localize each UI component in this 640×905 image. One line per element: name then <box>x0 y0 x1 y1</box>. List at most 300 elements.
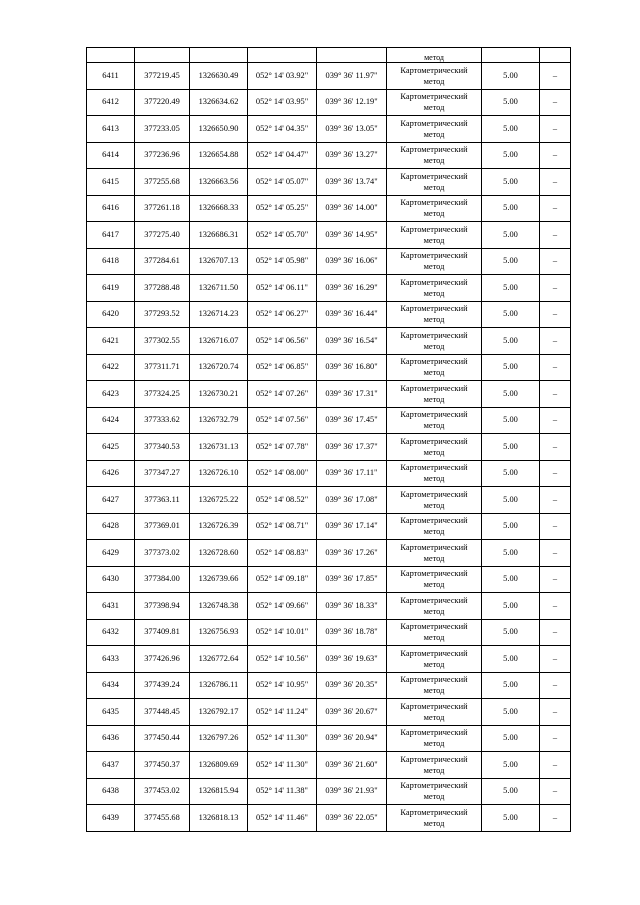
longitude-cell: 039° 36' 16.29" <box>317 275 387 302</box>
method-line-1: Картометрический <box>400 463 468 473</box>
method-cell <box>387 195 482 222</box>
note-cell: – <box>540 301 571 328</box>
y-coordinate-cell: 1326726.39 <box>190 513 248 540</box>
y-coordinate-cell: 1326818.13 <box>190 805 248 832</box>
method-line-2: метод <box>423 500 445 510</box>
method-line-1: Картометрический <box>400 675 468 685</box>
method-cell <box>387 646 482 673</box>
point-number-cell: 6431 <box>87 593 135 620</box>
y-coordinate-cell: 1326728.60 <box>190 540 248 567</box>
method-line-1: Картометрический <box>400 330 468 340</box>
table-row <box>87 778 571 805</box>
y-coordinate-cell: 1326748.38 <box>190 593 248 620</box>
method-cell <box>387 487 482 514</box>
method-cell <box>387 699 482 726</box>
method-cell <box>387 725 482 752</box>
method-line-1: Картометрический <box>400 277 468 287</box>
method-line-1: Картометрический <box>400 489 468 499</box>
point-number-cell: 6412 <box>87 89 135 116</box>
x-coordinate-cell: 377340.53 <box>135 434 190 461</box>
accuracy-cell: 5.00 <box>482 116 540 143</box>
y-coordinate-cell: 1326720.74 <box>190 354 248 381</box>
continuation-row <box>87 48 571 63</box>
point-number-cell: 6427 <box>87 487 135 514</box>
table-row <box>87 434 571 461</box>
x-coordinate-cell: 377261.18 <box>135 195 190 222</box>
accuracy-cell: 5.00 <box>482 725 540 752</box>
point-number-cell: 6420 <box>87 301 135 328</box>
x-coordinate-cell: 377398.94 <box>135 593 190 620</box>
accuracy-cell: 5.00 <box>482 619 540 646</box>
x-coordinate-cell: 377455.68 <box>135 805 190 832</box>
table-row <box>87 354 571 381</box>
method-line-2: метод <box>423 818 445 828</box>
point-number-cell: 6435 <box>87 699 135 726</box>
accuracy-cell: 5.00 <box>482 593 540 620</box>
method-cell <box>387 460 482 487</box>
note-cell: – <box>540 354 571 381</box>
point-number-cell: 6418 <box>87 248 135 275</box>
accuracy-cell: 5.00 <box>482 778 540 805</box>
method-line-2: метод <box>423 712 445 722</box>
method-cell <box>387 540 482 567</box>
latitude-cell: 052° 14' 09.66" <box>248 593 317 620</box>
note-cell: – <box>540 248 571 275</box>
point-number-cell: 6421 <box>87 328 135 355</box>
note-cell: – <box>540 513 571 540</box>
x-coordinate-cell: 377219.45 <box>135 63 190 90</box>
y-coordinate-cell: 1326726.10 <box>190 460 248 487</box>
y-coordinate-cell: 1326732.79 <box>190 407 248 434</box>
method-line-2: метод <box>423 262 445 272</box>
accuracy-cell: 5.00 <box>482 169 540 196</box>
accuracy-cell: 5.00 <box>482 63 540 90</box>
method-fragment: метод <box>424 53 444 62</box>
longitude-cell: 039° 36' 22.05" <box>317 805 387 832</box>
longitude-cell: 039° 36' 16.06" <box>317 248 387 275</box>
note-cell: – <box>540 646 571 673</box>
table-row <box>87 195 571 222</box>
x-coordinate-cell: 377439.24 <box>135 672 190 699</box>
method-line-2: метод <box>423 394 445 404</box>
method-cell <box>387 63 482 90</box>
accuracy-cell: 5.00 <box>482 540 540 567</box>
table-row <box>87 699 571 726</box>
y-coordinate-cell: 1326663.56 <box>190 169 248 196</box>
note-cell: – <box>540 142 571 169</box>
latitude-cell: 052° 14' 03.92" <box>248 63 317 90</box>
method-cell <box>387 275 482 302</box>
accuracy-cell: 5.00 <box>482 752 540 779</box>
x-coordinate-cell: 377409.81 <box>135 619 190 646</box>
table-row <box>87 566 571 593</box>
table-row <box>87 646 571 673</box>
note-cell: – <box>540 566 571 593</box>
point-number-cell: 6415 <box>87 169 135 196</box>
latitude-cell: 052° 14' 07.78" <box>248 434 317 461</box>
y-coordinate-cell: 1326634.62 <box>190 89 248 116</box>
latitude-cell: 052° 14' 09.18" <box>248 566 317 593</box>
accuracy-cell: 5.00 <box>482 328 540 355</box>
y-coordinate-cell: 1326809.69 <box>190 752 248 779</box>
method-line-2: метод <box>423 580 445 590</box>
note-cell: – <box>540 169 571 196</box>
point-number-cell: 6433 <box>87 646 135 673</box>
x-coordinate-cell: 377324.25 <box>135 381 190 408</box>
longitude-cell: 039° 36' 17.45" <box>317 407 387 434</box>
y-coordinate-cell: 1326786.11 <box>190 672 248 699</box>
x-coordinate-cell: 377284.61 <box>135 248 190 275</box>
accuracy-cell: 5.00 <box>482 805 540 832</box>
y-coordinate-cell: 1326630.49 <box>190 63 248 90</box>
point-number-cell: 6417 <box>87 222 135 249</box>
coordinates-table <box>86 47 571 832</box>
point-number-cell: 6439 <box>87 805 135 832</box>
method-line-1: Картометрический <box>400 754 468 764</box>
table-row <box>87 248 571 275</box>
method-line-2: метод <box>423 315 445 325</box>
point-number-cell: 6430 <box>87 566 135 593</box>
latitude-cell: 052° 14' 06.85" <box>248 354 317 381</box>
longitude-cell: 039° 36' 16.44" <box>317 301 387 328</box>
longitude-cell: 039° 36' 21.93" <box>317 778 387 805</box>
y-coordinate-cell: 1326711.50 <box>190 275 248 302</box>
point-number-cell: 6438 <box>87 778 135 805</box>
method-cell <box>387 619 482 646</box>
latitude-cell: 052° 14' 06.27" <box>248 301 317 328</box>
method-line-2: метод <box>423 129 445 139</box>
method-cell <box>387 89 482 116</box>
method-line-1: Картометрический <box>400 569 468 579</box>
table-row <box>87 725 571 752</box>
x-coordinate-cell: 377302.55 <box>135 328 190 355</box>
method-line-1: Картометрический <box>400 701 468 711</box>
point-number-cell: 6437 <box>87 752 135 779</box>
latitude-cell: 052° 14' 04.47" <box>248 142 317 169</box>
note-cell: – <box>540 381 571 408</box>
y-coordinate-cell: 1326815.94 <box>190 778 248 805</box>
method-line-1: Картометрический <box>400 807 468 817</box>
y-coordinate-cell: 1326716.07 <box>190 328 248 355</box>
latitude-cell: 052° 14' 05.98" <box>248 248 317 275</box>
latitude-cell: 052° 14' 07.26" <box>248 381 317 408</box>
method-line-2: метод <box>423 527 445 537</box>
method-line-1: Картометрический <box>400 198 468 208</box>
y-coordinate-cell: 1326654.88 <box>190 142 248 169</box>
latitude-cell: 052° 14' 11.30" <box>248 725 317 752</box>
method-cell <box>387 752 482 779</box>
table-row <box>87 513 571 540</box>
x-coordinate-cell: 377293.52 <box>135 301 190 328</box>
x-coordinate-cell: 377363.11 <box>135 487 190 514</box>
point-number-cell: 6411 <box>87 63 135 90</box>
latitude-cell: 052° 14' 11.30" <box>248 752 317 779</box>
longitude-cell: 039° 36' 19.63" <box>317 646 387 673</box>
note-cell: – <box>540 593 571 620</box>
method-cell <box>387 142 482 169</box>
method-cell <box>387 513 482 540</box>
method-line-2: метод <box>423 606 445 616</box>
method-line-2: метод <box>423 156 445 166</box>
longitude-cell: 039° 36' 14.95" <box>317 222 387 249</box>
latitude-cell: 052° 14' 10.01" <box>248 619 317 646</box>
point-number-cell: 6422 <box>87 354 135 381</box>
accuracy-cell: 5.00 <box>482 89 540 116</box>
longitude-cell: 039° 36' 17.11" <box>317 460 387 487</box>
longitude-cell: 039° 36' 21.60" <box>317 752 387 779</box>
method-line-1: Картометрический <box>400 542 468 552</box>
x-coordinate-cell: 377311.71 <box>135 354 190 381</box>
longitude-cell: 039° 36' 20.67" <box>317 699 387 726</box>
latitude-cell: 052° 14' 08.52" <box>248 487 317 514</box>
method-line-1: Картометрический <box>400 118 468 128</box>
method-cell <box>387 169 482 196</box>
y-coordinate-cell: 1326792.17 <box>190 699 248 726</box>
latitude-cell: 052° 14' 10.56" <box>248 646 317 673</box>
y-coordinate-cell: 1326650.90 <box>190 116 248 143</box>
method-line-2: метод <box>423 235 445 245</box>
x-coordinate-cell: 377233.05 <box>135 116 190 143</box>
table-row <box>87 460 571 487</box>
note-cell: – <box>540 434 571 461</box>
accuracy-cell: 5.00 <box>482 301 540 328</box>
point-number-cell: 6425 <box>87 434 135 461</box>
table-row <box>87 672 571 699</box>
x-coordinate-cell: 377448.45 <box>135 699 190 726</box>
method-line-2: метод <box>423 182 445 192</box>
longitude-cell: 039° 36' 16.80" <box>317 354 387 381</box>
method-cell <box>387 381 482 408</box>
accuracy-cell: 5.00 <box>482 513 540 540</box>
point-number-cell: 6434 <box>87 672 135 699</box>
accuracy-cell: 5.00 <box>482 381 540 408</box>
method-line-2: метод <box>423 341 445 351</box>
point-number-cell: 6414 <box>87 142 135 169</box>
method-line-1: Картометрический <box>400 171 468 181</box>
y-coordinate-cell: 1326725.22 <box>190 487 248 514</box>
point-number-cell: 6429 <box>87 540 135 567</box>
method-line-2: метод <box>423 739 445 749</box>
note-cell: – <box>540 116 571 143</box>
point-number-cell: 6416 <box>87 195 135 222</box>
method-line-2: метод <box>423 368 445 378</box>
latitude-cell: 052° 14' 06.56" <box>248 328 317 355</box>
x-coordinate-cell: 377373.02 <box>135 540 190 567</box>
method-line-1: Картометрический <box>400 436 468 446</box>
point-number-cell: 6426 <box>87 460 135 487</box>
y-coordinate-cell: 1326714.23 <box>190 301 248 328</box>
table-row <box>87 142 571 169</box>
method-cell <box>387 248 482 275</box>
accuracy-cell: 5.00 <box>482 434 540 461</box>
method-cell <box>387 778 482 805</box>
latitude-cell: 052° 14' 08.71" <box>248 513 317 540</box>
latitude-cell: 052° 14' 11.38" <box>248 778 317 805</box>
latitude-cell: 052° 14' 08.00" <box>248 460 317 487</box>
table-row <box>87 89 571 116</box>
note-cell: – <box>540 725 571 752</box>
accuracy-cell: 5.00 <box>482 275 540 302</box>
note-cell: – <box>540 275 571 302</box>
method-cell <box>387 354 482 381</box>
longitude-cell: 039° 36' 12.19" <box>317 89 387 116</box>
method-line-1: Картометрический <box>400 65 468 75</box>
method-line-2: метод <box>423 659 445 669</box>
accuracy-cell: 5.00 <box>482 195 540 222</box>
method-cell <box>387 593 482 620</box>
latitude-cell: 052° 14' 07.56" <box>248 407 317 434</box>
y-coordinate-cell: 1326731.13 <box>190 434 248 461</box>
table-row <box>87 593 571 620</box>
table-row <box>87 381 571 408</box>
table-row <box>87 752 571 779</box>
x-coordinate-cell: 377384.00 <box>135 566 190 593</box>
x-coordinate-cell: 377288.48 <box>135 275 190 302</box>
longitude-cell: 039° 36' 18.33" <box>317 593 387 620</box>
x-coordinate-cell: 377220.49 <box>135 89 190 116</box>
longitude-cell: 039° 36' 20.94" <box>317 725 387 752</box>
table-row <box>87 275 571 302</box>
method-cell <box>387 116 482 143</box>
method-line-1: Картометрический <box>400 92 468 102</box>
latitude-cell: 052° 14' 05.70" <box>248 222 317 249</box>
longitude-cell: 039° 36' 11.97" <box>317 63 387 90</box>
latitude-cell: 052° 14' 05.07" <box>248 169 317 196</box>
point-number-cell: 6423 <box>87 381 135 408</box>
method-cell <box>387 407 482 434</box>
note-cell: – <box>540 619 571 646</box>
table-row <box>87 301 571 328</box>
latitude-cell: 052° 14' 06.11" <box>248 275 317 302</box>
longitude-cell: 039° 36' 17.37" <box>317 434 387 461</box>
x-coordinate-cell: 377450.37 <box>135 752 190 779</box>
longitude-cell: 039° 36' 16.54" <box>317 328 387 355</box>
longitude-cell: 039° 36' 20.35" <box>317 672 387 699</box>
note-cell: – <box>540 63 571 90</box>
point-number-cell: 6428 <box>87 513 135 540</box>
note-cell: – <box>540 540 571 567</box>
note-cell: – <box>540 222 571 249</box>
x-coordinate-cell: 377333.62 <box>135 407 190 434</box>
latitude-cell: 052° 14' 11.24" <box>248 699 317 726</box>
x-coordinate-cell: 377275.40 <box>135 222 190 249</box>
longitude-cell: 039° 36' 17.31" <box>317 381 387 408</box>
method-line-2: метод <box>423 421 445 431</box>
accuracy-cell: 5.00 <box>482 460 540 487</box>
latitude-cell: 052° 14' 08.83" <box>248 540 317 567</box>
note-cell: – <box>540 672 571 699</box>
method-line-2: метод <box>423 553 445 563</box>
longitude-cell: 039° 36' 13.27" <box>317 142 387 169</box>
x-coordinate-cell: 377450.44 <box>135 725 190 752</box>
method-line-1: Картометрический <box>400 781 468 791</box>
method-line-1: Картометрический <box>400 251 468 261</box>
y-coordinate-cell: 1326686.31 <box>190 222 248 249</box>
method-cell <box>387 222 482 249</box>
method-cell <box>387 301 482 328</box>
method-line-2: метод <box>423 209 445 219</box>
method-line-1: Картометрический <box>400 357 468 367</box>
method-line-1: Картометрический <box>400 410 468 420</box>
accuracy-cell: 5.00 <box>482 699 540 726</box>
note-cell: – <box>540 699 571 726</box>
longitude-cell: 039° 36' 17.08" <box>317 487 387 514</box>
method-line-2: метод <box>423 792 445 802</box>
note-cell: – <box>540 460 571 487</box>
y-coordinate-cell: 1326707.13 <box>190 248 248 275</box>
note-cell: – <box>540 778 571 805</box>
table-row <box>87 805 571 832</box>
table-row <box>87 619 571 646</box>
accuracy-cell: 5.00 <box>482 566 540 593</box>
y-coordinate-cell: 1326756.93 <box>190 619 248 646</box>
longitude-cell: 039° 36' 13.74" <box>317 169 387 196</box>
accuracy-cell: 5.00 <box>482 222 540 249</box>
method-line-2: метод <box>423 633 445 643</box>
point-number-cell: 6413 <box>87 116 135 143</box>
method-line-2: метод <box>423 288 445 298</box>
table-row <box>87 487 571 514</box>
method-line-1: Картометрический <box>400 383 468 393</box>
method-cell <box>387 672 482 699</box>
method-line-2: метод <box>423 474 445 484</box>
latitude-cell: 052° 14' 05.25" <box>248 195 317 222</box>
method-line-2: метод <box>423 686 445 696</box>
y-coordinate-cell: 1326797.26 <box>190 725 248 752</box>
point-number-cell: 6436 <box>87 725 135 752</box>
note-cell: – <box>540 328 571 355</box>
method-cell <box>387 805 482 832</box>
method-line-1: Картометрический <box>400 648 468 658</box>
point-number-cell: 6419 <box>87 275 135 302</box>
x-coordinate-cell: 377453.02 <box>135 778 190 805</box>
table-row <box>87 222 571 249</box>
point-number-cell: 6424 <box>87 407 135 434</box>
note-cell: – <box>540 487 571 514</box>
method-cell <box>387 434 482 461</box>
latitude-cell: 052° 14' 04.35" <box>248 116 317 143</box>
table-row <box>87 116 571 143</box>
method-line-1: Картометрический <box>400 622 468 632</box>
accuracy-cell: 5.00 <box>482 646 540 673</box>
longitude-cell: 039° 36' 17.85" <box>317 566 387 593</box>
note-cell: – <box>540 89 571 116</box>
note-cell: – <box>540 407 571 434</box>
table-row <box>87 63 571 90</box>
method-line-1: Картометрический <box>400 728 468 738</box>
method-line-2: метод <box>423 447 445 457</box>
latitude-cell: 052° 14' 03.95" <box>248 89 317 116</box>
accuracy-cell: 5.00 <box>482 142 540 169</box>
method-cell <box>387 328 482 355</box>
note-cell: – <box>540 752 571 779</box>
longitude-cell: 039° 36' 17.14" <box>317 513 387 540</box>
table-row <box>87 540 571 567</box>
method-line-2: метод <box>423 765 445 775</box>
method-cell <box>387 566 482 593</box>
x-coordinate-cell: 377347.27 <box>135 460 190 487</box>
accuracy-cell: 5.00 <box>482 672 540 699</box>
table-row <box>87 169 571 196</box>
method-line-2: метод <box>423 76 445 86</box>
method-line-1: Картометрический <box>400 516 468 526</box>
method-line-2: метод <box>423 103 445 113</box>
accuracy-cell: 5.00 <box>482 487 540 514</box>
x-coordinate-cell: 377236.96 <box>135 142 190 169</box>
y-coordinate-cell: 1326772.64 <box>190 646 248 673</box>
latitude-cell: 052° 14' 11.46" <box>248 805 317 832</box>
method-line-1: Картометрический <box>400 145 468 155</box>
